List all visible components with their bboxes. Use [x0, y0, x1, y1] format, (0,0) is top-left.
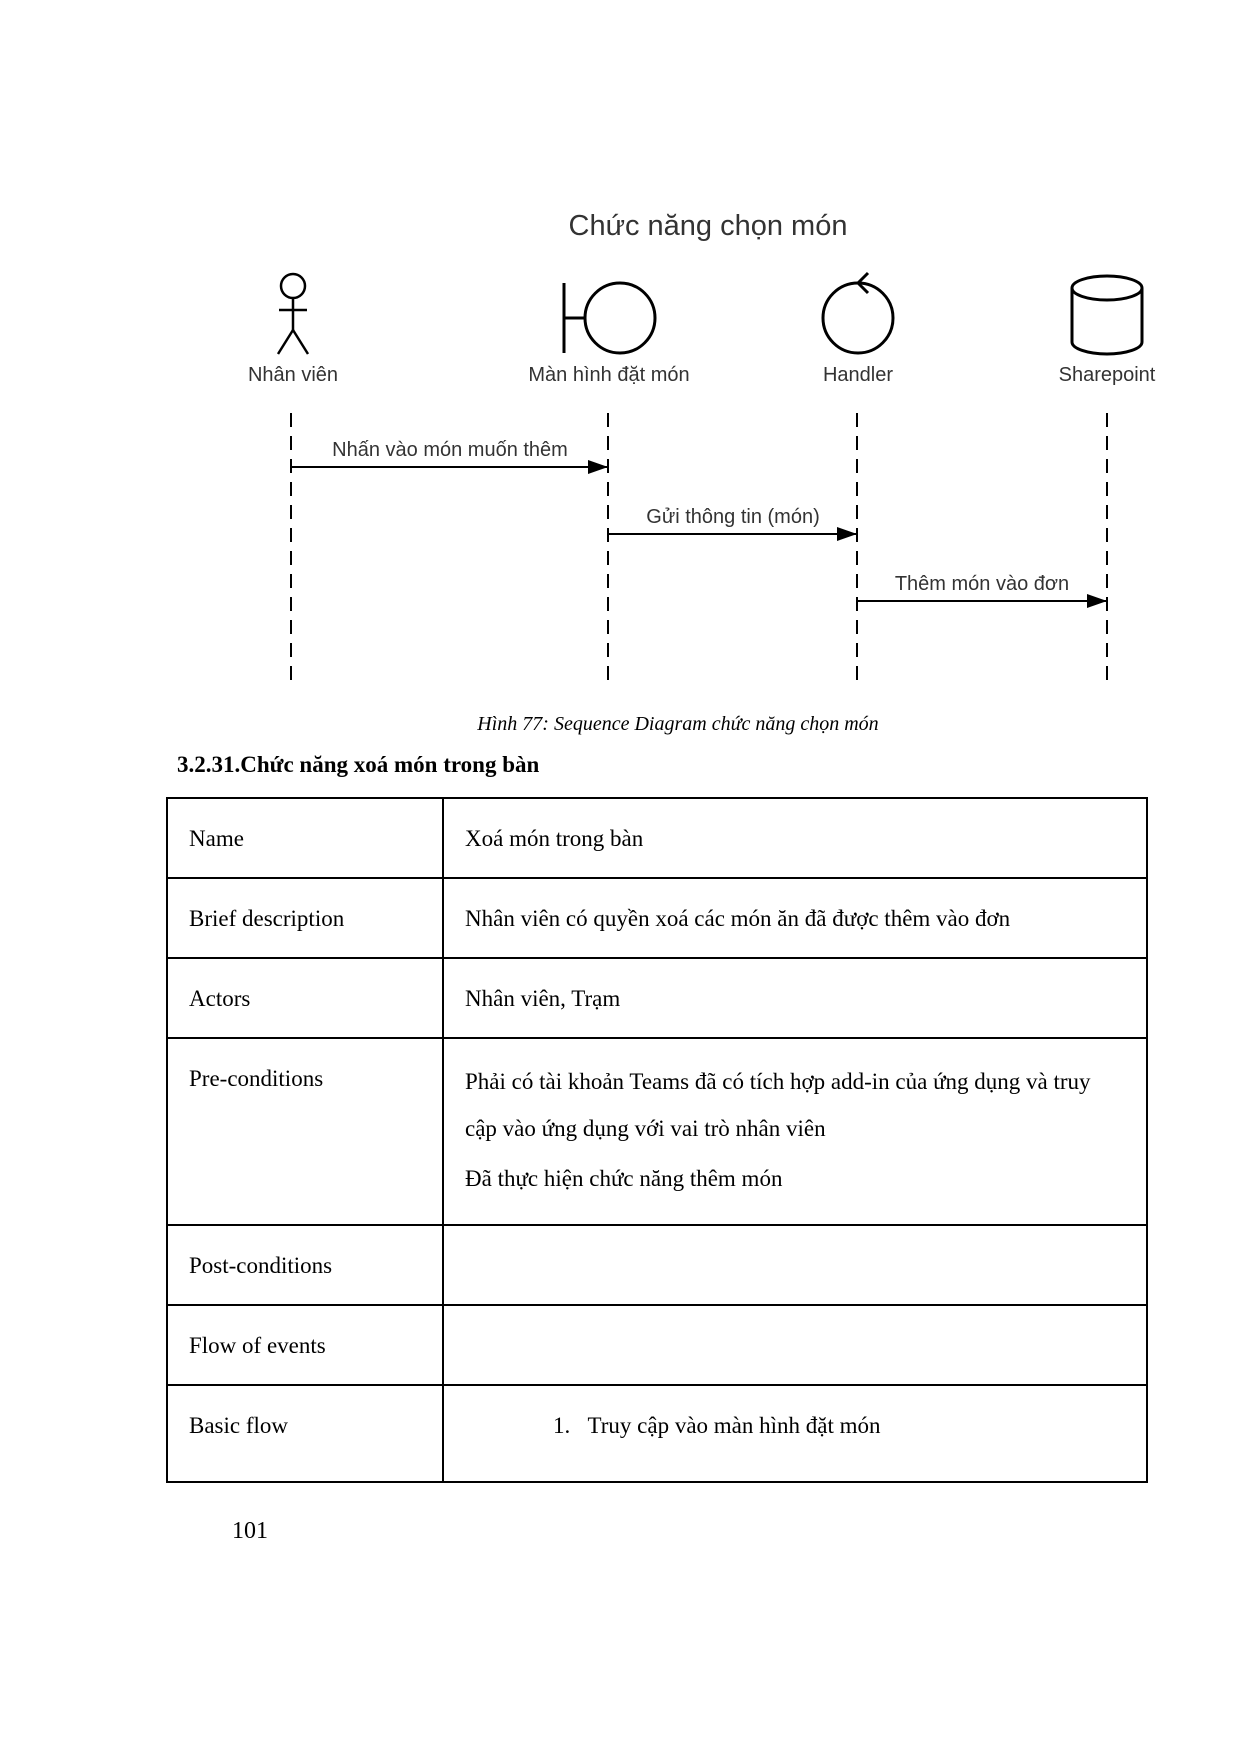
table-row — [167, 1385, 1147, 1482]
diagram-title: Chức năng chọn món — [568, 210, 848, 242]
page-number: 101 — [232, 1518, 268, 1544]
section-heading: 3.2.31.Chức năng xoá món trong bàn — [177, 752, 540, 777]
control-icon — [823, 273, 893, 353]
basic-flow-item-text: Truy cập vào màn hình đặt món — [587, 1413, 881, 1438]
row-label-brief: Brief description — [167, 878, 443, 958]
row-value-flow-of-events — [443, 1305, 1147, 1385]
lifeline-label-handler: Handler — [822, 364, 894, 386]
actor-icon — [278, 274, 308, 354]
row-label-postconditions: Post-conditions — [167, 1225, 443, 1305]
row-label-basic-flow: Basic flow — [167, 1385, 443, 1482]
table-row — [167, 958, 1147, 1038]
message-label-1: Nhấn vào món muốn thêm — [332, 439, 568, 461]
figure-caption: Hình 77: Sequence Diagram chức năng chọn món — [477, 713, 879, 735]
row-value-postconditions — [443, 1225, 1147, 1305]
row-value-preconditions — [443, 1038, 1147, 1225]
use-case-table — [166, 797, 1148, 1483]
table-row — [167, 1038, 1147, 1225]
boundary-icon — [564, 283, 655, 353]
row-value-basic-flow — [443, 1385, 1147, 1482]
sequence-diagram — [0, 0, 1240, 730]
row-value-name: Xoá món trong bàn — [443, 798, 1147, 878]
basic-flow-item: 1. Truy cập vào màn hình đặt món — [553, 1413, 881, 1438]
row-value-brief: Nhân viên có quyền xoá các món ăn đã được thêm vào đơn — [443, 878, 1147, 958]
precondition-1: Phải có tài khoản Teams đã có tích hợp add-in của ứng dụng và truy cập vào ứng dụng với vai trò nhân viên — [465, 1069, 1091, 1141]
table-row — [167, 1305, 1147, 1385]
row-label-flow-of-events: Flow of events — [167, 1305, 443, 1385]
row-value-actors: Nhân viên, Trạm — [443, 958, 1147, 1038]
table-row — [167, 798, 1147, 878]
lifeline-label-sharepoint: Sharepoint — [1058, 364, 1156, 386]
row-label-name: Name — [167, 798, 443, 878]
precondition-2: Đã thực hiện chức năng thêm món — [465, 1166, 783, 1191]
lifeline-label-employee: Nhân viên — [247, 364, 339, 386]
message-label-2: Gửi thông tin (món) — [646, 506, 820, 528]
row-label-actors: Actors — [167, 958, 443, 1038]
message-label-3: Thêm món vào đơn — [894, 573, 1070, 595]
database-icon — [1072, 276, 1142, 354]
row-label-preconditions: Pre-conditions — [167, 1038, 443, 1225]
table-row — [167, 1225, 1147, 1305]
table-row — [167, 878, 1147, 958]
lifeline-label-order-screen: Màn hình đặt món — [528, 364, 690, 386]
